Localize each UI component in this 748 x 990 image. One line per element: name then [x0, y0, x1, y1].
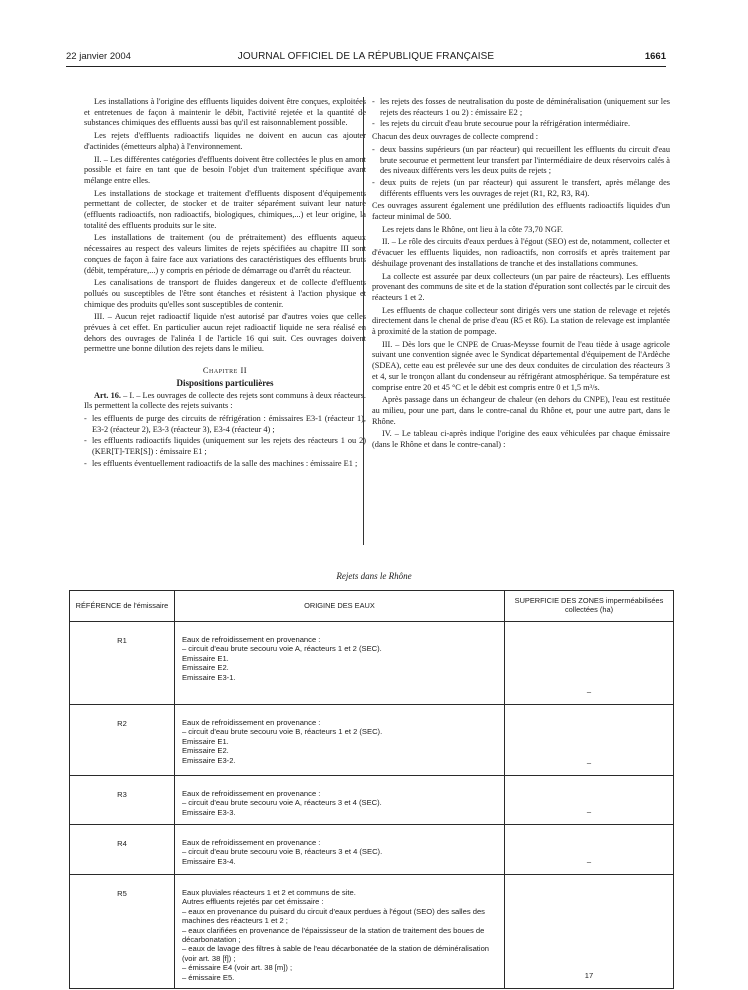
- header-reference: [70, 591, 175, 622]
- origin-line: – eaux en provenance du puisard du circuit d'eaux perdues à l'égout (SEO) des salles des machines des réacteurs 1 et 2 ;: [181, 906, 485, 926]
- header-text: RÉFÉRENCE: [75, 600, 122, 610]
- list-item: - les effluents éventuellement radioactifs de la salle des machines : émissaire E1 ;: [84, 459, 366, 470]
- origin-line: Emissaire E2.: [181, 746, 229, 756]
- paragraph: Chacun des deux ouvrages de collecte comprend :: [372, 132, 539, 142]
- page-header: [66, 51, 666, 65]
- origin-line: Eaux de refroidissement en provenance :: [181, 789, 321, 798]
- surface-cell: [505, 622, 674, 705]
- ref-cell: R5: [70, 875, 175, 989]
- surface-cell: [505, 825, 674, 875]
- surface-value: –: [586, 686, 592, 696]
- origin-line: Emissaire E3-4.: [181, 856, 236, 866]
- header-text: imperméabilisées collectées (ha): [564, 596, 664, 614]
- paragraph: IV. – Le tableau ci-après indique l'origine des eaux véhiculées par chaque émissaire (dans le Rhône et dans le contre-canal) :: [372, 429, 670, 450]
- section-heading: Dispositions particulières: [176, 377, 274, 388]
- origin-line: – circuit d'eau brute secouru voie A, réacteurs 3 et 4 (SEC).: [181, 798, 382, 808]
- ref-cell: R1: [70, 622, 175, 705]
- origin-cell: [174, 875, 504, 989]
- origin-line: – eaux clarifiées en provenance de l'épaississeur de la station de traitement des boues de décarbonatation ;: [181, 925, 485, 945]
- origin-cell: [174, 776, 504, 825]
- paragraph: Ces ouvrages assurent également une prédilution des effluents radioactifs liquides d'un facteur minimal de 500.: [372, 201, 670, 222]
- paragraph: III. – Aucun rejet radioactif liquide n'est autorisé par d'autres voies que celles prévues à cet effet. En particulier aucun rejet radioactif liquide ne sera réalisé en dehors des ouvrages de l'alinéa I de l'article 16 qui suit. Ces ouvrages doivent permettre une bonne dilution des rejets dans le milieu.: [84, 312, 366, 354]
- table-caption: Rejets dans le Rhône: [336, 571, 412, 581]
- origin-line: Autres effluents rejetés par cet émissaire :: [181, 897, 324, 907]
- table-header-row: [70, 591, 674, 622]
- origin-cell: [174, 825, 504, 875]
- rejects-list-continued: [372, 97, 670, 130]
- chapter-heading: Chapitre II: [202, 365, 248, 376]
- origin-line: – émissaire E4 (voir art. 38 [m]) ;: [181, 963, 293, 973]
- ref-cell: R3: [70, 776, 175, 825]
- table-row: [70, 776, 674, 825]
- header-rule: [66, 66, 666, 67]
- header-text: de l'émissaire: [123, 600, 169, 610]
- surface-value: 17: [584, 970, 594, 980]
- origin-line: Eaux pluviales réacteurs 1 et 2 et communs de site.: [181, 888, 356, 897]
- rejects-list: [84, 414, 366, 470]
- paragraph: Les installations à l'origine des effluents liquides doivent être conçues, exploitées et entretenues de façon à maintenir le débit, l'activité rejetée et la quantité de substances chimiques des effluents aussi bas qu'il est raisonnablement possible.: [84, 97, 366, 128]
- paragraph: Les effluents de chaque collecteur sont dirigés vers une station de relevage et rejetés directement dans le chenal de prise d'eau (R5 et R6). La station de relevage est implantée à proximité de la station de pompage.: [372, 305, 670, 337]
- paragraph: III. – Dès lors que le CNPE de Cruas-Meysse fournit de l'eau tiède à usage agricole suivant une convention signée avec le Syndicat départemental d'équipement de l'Ardèche (SDEA), cette eau est prélevée sur une des deux conduites de circulation des réacteurs 3 et 4, sur le tronçon allant du condenseur au réfrigérant atmosphérique. Sa température est comprise entre 20 et 45 °C et le débit est compris entre 0 et 1,5 m³/s.: [372, 339, 670, 392]
- surface-cell: [505, 875, 674, 989]
- origin-line: – circuit d'eau brute secouru voie A, réacteurs 1 et 2 (SEC).: [181, 644, 382, 654]
- surface-value: –: [586, 856, 592, 866]
- paragraph: Les canalisations de transport de fluides dangereux et de collecte d'effluents pollués ou susceptibles de l'être sont étanches et résistent à l'action physique et chimique des produits qu'elles sont susceptibles de contenir.: [84, 278, 366, 309]
- paragraph: La collecte est assurée par deux collecteurs (un par paire de réacteurs). Les effluents provenant des communs de site et de la station d'épuration sont collectés par le circuit des réacteurs 1 et 2.: [372, 271, 670, 302]
- surface-cell: [505, 705, 674, 776]
- table-row: [70, 622, 674, 705]
- origin-cell: [174, 705, 504, 776]
- ref-cell: R2: [70, 705, 175, 776]
- paragraph: Les installations de traitement (ou de prétraitement) des effluents aqueux nécessaires au respect des valeurs limites de rejets spécifiées au chapitre III sont conçues de façon à faire face aux variations des caractéristiques des effluents bruts (débit, température,...) y compris en période de démarrage ou d'arrêt du réacteur.: [84, 233, 366, 275]
- table-row: [70, 875, 674, 989]
- paragraph: II. – Le rôle des circuits d'eaux perdues à l'égout (SEO) est de, notamment, collecter et d'évacuer les effluents liquides, non radioactifs, non corrosifs et après traitement par déshuilage provenant des installations de tranche et des installations communes.: [372, 237, 670, 268]
- origin-line: Emissaire E1.: [181, 736, 229, 746]
- origin-line: Eaux de refroidissement en provenance :: [181, 635, 321, 644]
- origin-line: – émissaire E5.: [181, 972, 235, 982]
- origin-cell: [174, 622, 504, 705]
- paragraph: II. – Les différentes catégories d'effluents doivent être collectées le plus en amont possible et faire en tant que de besoin l'objet d'un traitement spécifique avant mélange entre elles.: [84, 154, 366, 185]
- paragraph: Les rejets dans le Rhône, ont lieu à la côte 73,70 NGF.: [382, 224, 563, 234]
- origin-line: Emissaire E1.: [181, 653, 229, 663]
- right-column: [372, 97, 670, 453]
- article-label: Art. 16.: [94, 390, 121, 400]
- column-divider: [363, 97, 364, 545]
- table-row: [70, 825, 674, 875]
- article-paragraph: [84, 391, 366, 412]
- origin-line: – circuit d'eau brute secouru voie B, réacteurs 1 et 2 (SEC).: [181, 727, 383, 737]
- origin-line: Emissaire E2.: [181, 663, 229, 673]
- list-item: - les rejets des fosses de neutralisation du poste de déminéralisation (uniquement sur les rejets des réacteurs 1 ou 2) : émissaire E2 ;: [372, 97, 670, 118]
- list-item: - les effluents de purge des circuits de réfrigération : émissaires E3-1 (réacteur 1), E3-2 (réacteur 2), E3-3 (réacteur 3), E3-4 (réacteur 4) ;: [84, 414, 366, 435]
- list-item: - les effluents radioactifs liquides (uniquement sur les rejets des réacteurs 1 ou 2) (KER[T]-TER[S]) : émissaire E1 ;: [84, 436, 366, 457]
- list-item: - deux bassins supérieurs (un par réacteur) qui recueillent les effluents du circuit d'eau brute secourue et permettent leur transfert par l'intermédiaire de deux réservoirs calés à des niveaux différents vers les deux puits de rejets ;: [372, 145, 670, 177]
- header-date: 22 janvier 2004: [66, 51, 131, 62]
- origin-line: Emissaire E3-2.: [181, 755, 236, 765]
- origin-line: Emissaire E3-1.: [181, 672, 236, 682]
- list-item: - deux puits de rejets (un par réacteur) qui assurent le transfert, après mélange des différents effluents vers les ouvrages de rejet (R1, R2, R3, R4).: [372, 178, 670, 199]
- origin-line: Eaux de refroidissement en provenance :: [181, 718, 321, 727]
- structure-list: [372, 145, 670, 200]
- list-item: - les rejets du circuit d'eau brute secourue pour la réfrigération intermédiaire.: [372, 119, 670, 130]
- rejets-table: [69, 590, 674, 989]
- ref-cell: R4: [70, 825, 175, 875]
- header-text: SUPERFICIE DES ZONES: [514, 596, 604, 606]
- surface-value: –: [586, 806, 592, 816]
- journal-title: JOURNAL OFFICIEL DE LA RÉPUBLIQUE FRANÇAISE: [237, 51, 495, 62]
- paragraph: Les rejets d'effluents radioactifs liquides ne doivent en aucun cas ajouter d'actinides (émetteurs alpha) à l'environnement.: [84, 131, 366, 151]
- left-column: [84, 97, 366, 472]
- page-number: 1661: [644, 51, 666, 62]
- origin-line: – circuit d'eau brute secouru voie B, réacteurs 3 et 4 (SEC).: [181, 847, 383, 857]
- paragraph: Après passage dans un échangeur de chaleur (en dehors du CNPE), l'eau est restituée au milieu, pour une part, dans le contre-canal du Rhône et, pour une autre part, dans le Rhône.: [372, 395, 670, 426]
- origin-line: – eaux de lavage des filtres à sable de l'eau décarbonatée de la station de déminéralisation (voir art. 38 [f]) ;: [181, 944, 490, 963]
- paragraph: Les installations de stockage et traitement d'effluents disposent d'équipements permettant de collecter, de stocker et de traiter séparément suivant leur nature (effluents radioactifs, non radioactifs, biologiques, chimiques,...) et leur origine, la totalité des effluents produits sur le site.: [84, 188, 366, 230]
- origin-line: Emissaire E3-3.: [181, 807, 236, 817]
- origin-line: Eaux de refroidissement en provenance :: [181, 838, 321, 847]
- surface-value: –: [586, 757, 592, 767]
- surface-cell: [505, 776, 674, 825]
- header-origin: ORIGINE DES EAUX: [174, 591, 504, 622]
- header-surface: [505, 591, 674, 622]
- article-text: – I. – Les ouvrages de collecte des rejets sont communs à deux réacteurs. Ils permettent la collecte des rejets suivants :: [84, 390, 366, 411]
- table-row: [70, 705, 674, 776]
